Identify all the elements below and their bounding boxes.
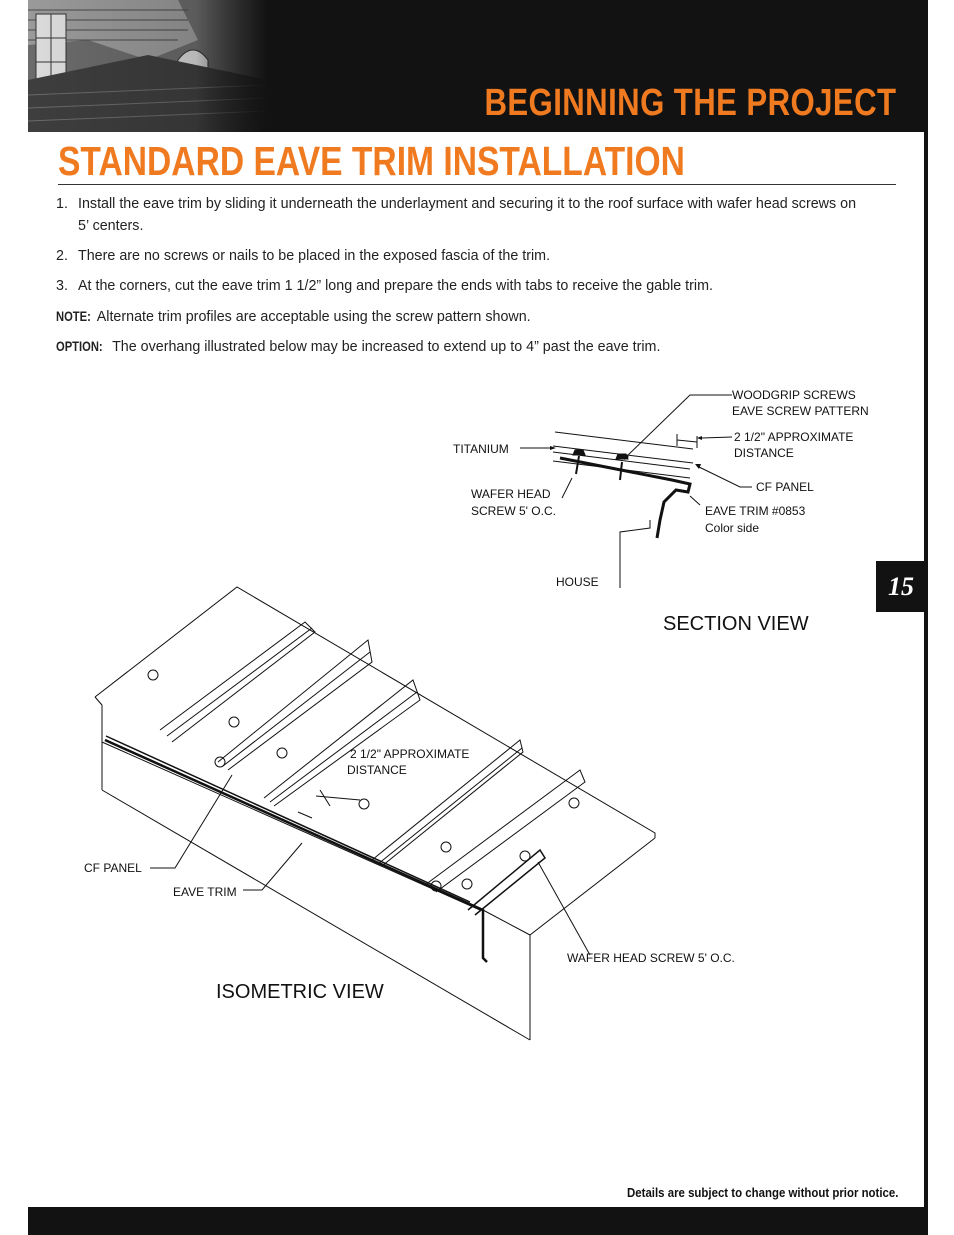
label-wafer-screw: SCREW 5' O.C. — [471, 504, 556, 518]
section-view-diagram — [520, 395, 752, 588]
label-titanium: TITANIUM — [453, 442, 509, 456]
label-iso-distance-2: DISTANCE — [347, 763, 407, 777]
step-number: 1. — [56, 196, 68, 212]
label-section-cf-panel: CF PANEL — [756, 480, 814, 494]
step-number: 2. — [56, 248, 68, 264]
isometric-view-diagram — [95, 587, 655, 1040]
step-text: Install the eave trim by sliding it underneath the underlayment and securing it to the roof surface with wafer head screws on 5’ centers. — [78, 196, 857, 234]
label-wafer-head: WAFER HEAD — [471, 487, 551, 501]
step-text: There are no screws or nails to be placed in the exposed fascia of the trim. — [78, 248, 551, 264]
label-iso-distance: 2 1/2" APPROXIMATE — [350, 747, 470, 761]
disclaimer: Details are subject to change without prior notice. — [626, 1185, 898, 1200]
label-section-distance-2: DISTANCE — [734, 446, 794, 460]
page-title: STANDARD EAVE TRIM INSTALLATION — [58, 138, 685, 184]
page-number-tab: 15 — [876, 561, 926, 612]
label-iso-wafer-screw: WAFER HEAD SCREW 5' O.C. — [567, 951, 735, 965]
label-section-distance: 2 1/2" APPROXIMATE — [734, 430, 854, 444]
label-color-side: Color side — [705, 521, 760, 535]
label-house: HOUSE — [556, 575, 599, 589]
step-number: 3. — [56, 278, 68, 294]
option-text: The overhang illustrated below may be increased to extend up to 4” past the eave trim. — [112, 339, 661, 355]
section-title: BEGINNING THE PROJECT — [483, 82, 896, 124]
note-label: NOTE: — [56, 308, 91, 324]
label-woodgrip-screws: WOODGRIP SCREWS — [732, 388, 856, 402]
label-eave-trim-number: EAVE TRIM #0853 — [705, 504, 806, 518]
option-label: OPTION: — [56, 338, 103, 354]
note-text: Alternate trim profiles are acceptable using the screw pattern shown. — [96, 309, 531, 325]
section-view-title: SECTION VIEW — [663, 613, 809, 635]
label-iso-cf-panel: CF PANEL — [84, 861, 142, 875]
step-text: At the corners, cut the eave trim 1 1/2” long and prepare the ends with tabs to receive the gable trim. — [78, 278, 713, 294]
label-iso-eave-trim: EAVE TRIM — [173, 885, 237, 899]
isometric-view-title: ISOMETRIC VIEW — [216, 981, 384, 1003]
footer-bar — [28, 1207, 928, 1235]
label-eave-screw-pattern: EAVE SCREW PATTERN — [732, 404, 869, 418]
